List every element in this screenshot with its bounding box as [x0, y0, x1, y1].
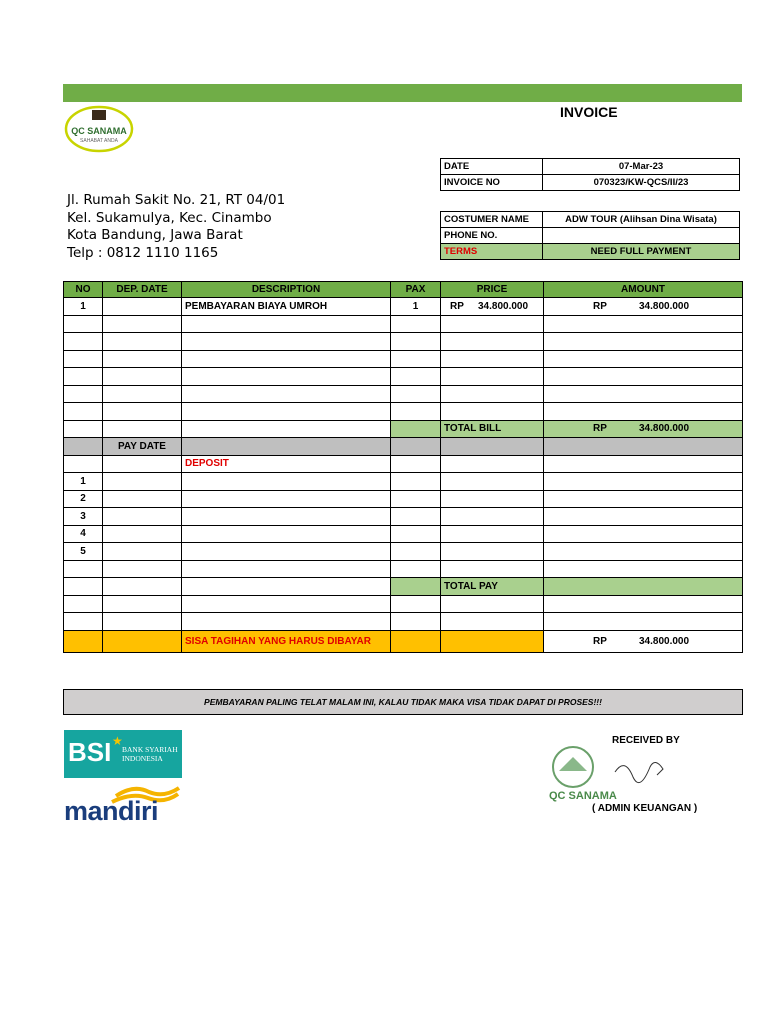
pay-date-header-row [64, 438, 743, 456]
star-icon: ★ [112, 734, 123, 748]
table-row [64, 560, 743, 578]
admin-label: ( ADMIN KEUANGAN ) [592, 803, 698, 814]
total-bill-value: 34.800.000 [639, 423, 690, 435]
date-value: 07-Mar-23 [543, 159, 740, 175]
pay-date-label: PAY DATE [103, 438, 182, 456]
bsi-bank-logo [64, 730, 182, 778]
price-currency: RP [450, 300, 464, 312]
col-amount: AMOUNT [544, 282, 743, 298]
svg-text:QC SANAMA: QC SANAMA [71, 126, 127, 136]
table-row [64, 613, 743, 631]
deposit-row [64, 455, 743, 473]
address-line-2: Kel. Sukamulya, Kec. Cinambo [67, 209, 272, 226]
remaining-currency: RP [593, 635, 607, 647]
col-no: NO [64, 282, 103, 298]
payment-note: PEMBAYARAN PALING TELAT MALAM INI, KALAU TIDAK MAKA VISA TIDAK DAPAT DI PROSES!!! [63, 689, 743, 715]
invoice-no-value: 070323/KW-QCS/II/23 [543, 175, 740, 191]
signature-scribble [615, 762, 663, 782]
row-no: 1 [64, 298, 103, 316]
invoice-title: INVOICE [560, 104, 618, 120]
amount-currency: RP [593, 300, 607, 312]
remaining-amount [544, 630, 743, 652]
customer-name-value: ADW TOUR (Alihsan Dina Wisata) [543, 212, 740, 228]
pay-row [64, 490, 743, 508]
company-phone: Telp : 0812 1110 1165 [67, 244, 219, 261]
total-pay-value [544, 578, 743, 596]
address-line-3: Kota Bandung, Jawa Barat [67, 227, 243, 243]
table-row [64, 403, 743, 421]
table-row [64, 385, 743, 403]
date-label: DATE [441, 159, 543, 175]
pay-row [64, 473, 743, 491]
terms-label: TERMS [441, 244, 543, 260]
remaining-row [64, 630, 743, 652]
customer-info-table [440, 211, 740, 260]
phone-no-label: PHONE NO. [441, 228, 543, 244]
col-price: PRICE [441, 282, 544, 298]
customer-name-label: COSTUMER NAME [441, 212, 543, 228]
pay-row-no: 1 [64, 473, 103, 491]
table-row [64, 298, 743, 316]
invoice-no-label: INVOICE NO [441, 175, 543, 191]
table-header-row [64, 282, 743, 298]
mandiri-bank-logo [64, 784, 182, 828]
bsi-line-2: INDONESIA [122, 754, 163, 763]
svg-text:QC SANAMA: QC SANAMA [549, 790, 617, 802]
row-price [441, 298, 544, 316]
invoice-items-table [63, 281, 743, 653]
col-pax: PAX [391, 282, 441, 298]
row-dep-date [103, 298, 182, 316]
remaining-label: SISA TAGIHAN YANG HARUS DIBAYAR [182, 630, 391, 652]
price-value: 34.800.000 [478, 300, 529, 312]
terms-value: NEED FULL PAYMENT [543, 244, 740, 260]
pay-row-no: 5 [64, 543, 103, 561]
row-pax: 1 [391, 298, 441, 316]
col-description: DESCRIPTION [182, 282, 391, 298]
table-row [64, 333, 743, 351]
total-pay-row [64, 578, 743, 596]
invoice-info-table [440, 158, 740, 191]
remaining-value: 34.800.000 [639, 635, 690, 647]
pay-row [64, 543, 743, 561]
svg-text:SAHABAT ANDA: SAHABAT ANDA [80, 138, 118, 144]
address-line-1: Jl. Rumah Sakit No. 21, RT 04/01 [67, 192, 286, 208]
amount-value: 34.800.000 [639, 300, 690, 312]
pay-row-no: 2 [64, 490, 103, 508]
pay-row [64, 525, 743, 543]
pay-row [64, 508, 743, 526]
company-logo [64, 104, 134, 154]
table-row [64, 350, 743, 368]
total-bill-amount [544, 420, 743, 438]
table-row [64, 315, 743, 333]
mandiri-text: mandiri [64, 796, 159, 826]
phone-no-value [543, 228, 740, 244]
total-bill-currency: RP [593, 423, 607, 435]
row-description: PEMBAYARAN BIAYA UMROH [182, 298, 391, 316]
table-row [64, 595, 743, 613]
col-dep-date: DEP. DATE [103, 282, 182, 298]
bsi-line-1: BANK SYARIAH [122, 745, 178, 754]
deposit-label: DEPOSIT [182, 455, 391, 473]
bsi-short: BSI [68, 737, 112, 767]
pay-row-no: 3 [64, 508, 103, 526]
total-bill-row [64, 420, 743, 438]
pay-row-no: 4 [64, 525, 103, 543]
row-amount [544, 298, 743, 316]
header-green-bar [63, 84, 742, 102]
total-bill-label: TOTAL BILL [441, 420, 544, 438]
received-by-label: RECEIVED BY [612, 735, 680, 746]
table-row [64, 368, 743, 386]
total-pay-label: TOTAL PAY [441, 578, 544, 596]
company-address [67, 192, 285, 262]
